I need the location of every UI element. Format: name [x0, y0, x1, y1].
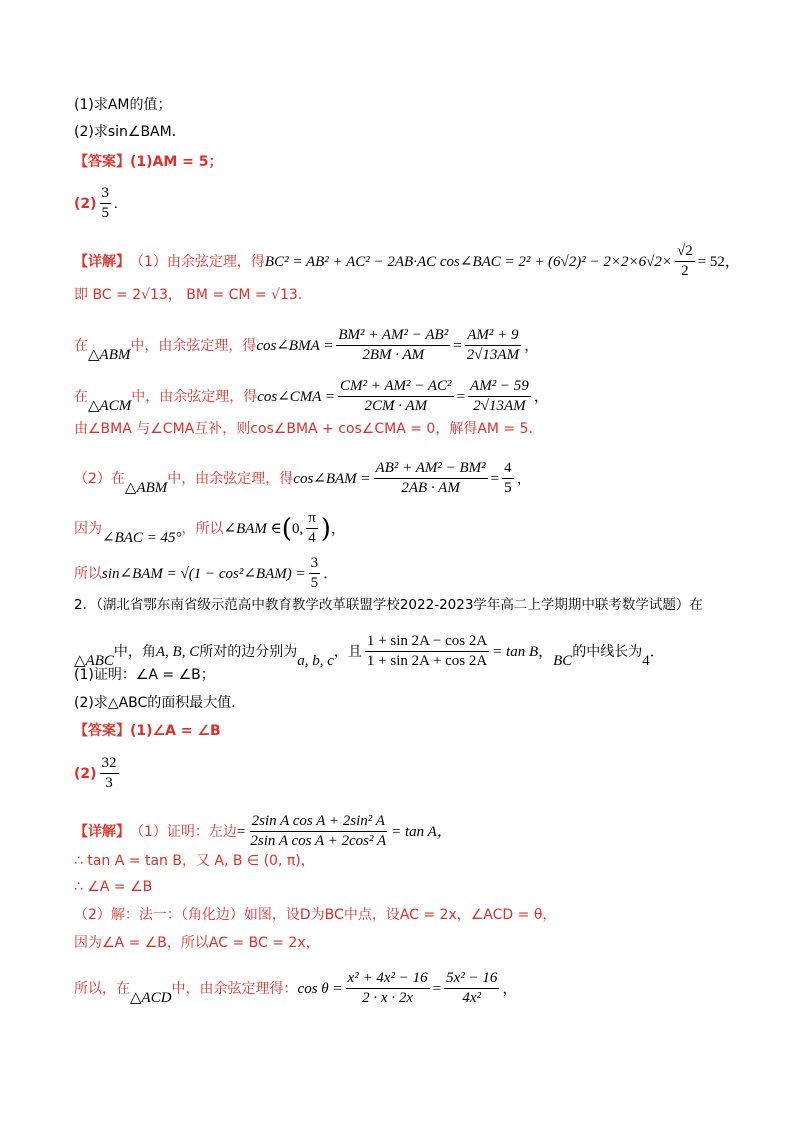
p2-question-2: (2)求△ABC的面积最大值．	[74, 695, 246, 711]
detail-line-8: 所以 sin∠BAM = √(1 − cos²∠BAM) = $\frac{3}{5}$ ．	[74, 555, 339, 591]
p2-answer-1: (1)∠A = ∠B	[130, 723, 221, 739]
p2-tanb: = tan B	[492, 643, 539, 660]
problem-2-q2	[74, 693, 740, 713]
p2-detail-6-fraction-2: $\frac{\text{5x² − 16}}{\text{4x²}}$	[446, 970, 498, 1006]
detail-4-fraction-1: $\frac{\text{CM² + AM² − AC²}}{2CM \cdot AM}$	[340, 378, 452, 414]
detail-line-7: 因为 ∠BAC = 45° ，所以 ∠BAM ∈ ( 0, $\frac{\pi}{4}$ ) ，	[74, 510, 346, 546]
detail-3-text: 中，由余弦定理，得	[130, 337, 257, 354]
answer-2-fraction: $\frac{3}{5}$	[101, 185, 110, 221]
answer-label: 【答案】	[74, 154, 130, 170]
detail-3-lhs: cos∠BMA =	[256, 337, 334, 354]
detail-7-fraction: $\frac{\pi}{4}$	[308, 510, 316, 546]
detail-line-6: （2）在 △ABM 中，由余弦定理，得 cos∠BAM = $\frac{\text{AB² + AM² − BM²}}{2AB \cdot AM}$ = $\frac{4}{5}$ ，	[74, 460, 532, 496]
triangle-abm-2: △ABM	[124, 479, 168, 496]
detail-4-prefix: 在	[74, 388, 88, 405]
q2-line	[74, 122, 740, 142]
angle-bam-range: ∠BAM ∈	[223, 520, 282, 537]
triangle-acm: △ACM	[88, 397, 132, 414]
p2-detail-line-3	[74, 877, 740, 897]
p2-sides: a, b, c	[297, 652, 334, 669]
p2-answer-2-prefix: (2)	[74, 765, 97, 782]
p2-detail-6-prefix: 所以，在	[74, 980, 130, 997]
problem-2-title	[74, 595, 740, 615]
answer-line-1	[74, 152, 740, 172]
p2-detail-6-text: 中，由余弦定理得：	[171, 980, 298, 997]
p2-bc: BC	[553, 652, 573, 669]
triangle-abm: △ABM	[88, 346, 131, 363]
detail-1-expr: BC² = AB² + AC² − 2AB·AC cos∠BAC = 2² + (6√2)² − 2×2×6√2×	[264, 253, 672, 270]
p2-detail-3: ∴ ∠A = ∠B	[74, 879, 153, 895]
answer-1: (1)AM = 5；	[130, 154, 223, 170]
detail-2: 即 BC = 2√13， BM = CM = √13．	[74, 287, 312, 303]
p2-angles: A, B, C	[155, 643, 200, 660]
answer-line-2: (2) $\frac{3}{5}$ .	[74, 185, 118, 221]
detail-1-text: （1）由余弦定理，得	[130, 253, 265, 270]
detail-8-expr: sin∠BAM = √(1 − cos²∠BAM) =	[102, 565, 306, 582]
detail-7-prefix: 因为	[74, 520, 102, 537]
question-1: (1)求AM的值；	[74, 97, 172, 113]
p2-question-1: (1)证明：∠A = ∠B；	[74, 667, 215, 683]
detail-4-text: 中，由余弦定理，得	[131, 388, 258, 405]
question-2: (2)求sin∠BAM．	[74, 124, 186, 140]
p2-answer-label: 【答案】	[74, 723, 130, 739]
angle-bac: ∠BAC = 45°	[102, 529, 182, 546]
p2-answer-line-2	[74, 755, 740, 792]
p2-detail-line-6: 所以，在 △ACD 中，由余弦定理得： cos θ = $\frac{\text{x² + 4x² − 16}}{2 \cdot x \cdot 2x}$ = $\frac{\text{5x² − 16}}{\text{4x²}}$ ，	[74, 970, 518, 1006]
p2-detail-line-5	[74, 933, 740, 953]
triangle-abc: △ABC	[74, 652, 114, 669]
detail-7-text: ，所以	[181, 520, 224, 537]
detail-8-prefix: 所以	[74, 565, 102, 582]
detail-1-tail: = 52，	[697, 253, 740, 270]
detail-line-2	[74, 285, 740, 305]
detail-label: 【详解】	[74, 253, 130, 270]
p2-detail-1-fraction: $\frac{\text{2sin A cos A + 2sin² A}}{\text{2sin A cos A + 2cos² A}}$	[250, 813, 387, 849]
detail-4-lhs: cos∠CMA =	[257, 388, 336, 405]
p2-detail-1-text: （1）证明：左边	[130, 823, 237, 840]
p2-detail-line-2	[74, 851, 740, 871]
p2-detail-line-1: 【详解】 （1）证明：左边 = $\frac{\text{2sin A cos A + 2sin² A}}{\text{2sin A cos A + 2cos² A}}$ = tan A，	[74, 813, 452, 849]
p2-median-length: 4	[642, 652, 650, 669]
p2-answer-2-fraction: $\frac{32}{3}$	[101, 755, 117, 791]
q1-line	[74, 95, 740, 115]
p2-detail-1-tail: = tan A，	[391, 823, 452, 840]
detail-4-fraction-2: $\frac{\text{AM² − 59}}{2√13AM}$	[470, 378, 529, 414]
p2-detail-4: （2）解：法一：（角化边）如图，设D为BC中点，设AC = 2x，∠ACD = θ，	[74, 907, 557, 923]
detail-5: 由∠BMA 与∠CMA互补，则cos∠BMA + cos∠CMA = 0，解得AM = 5．	[74, 421, 543, 437]
detail-3-prefix: 在	[74, 337, 88, 354]
p2-detail-label: 【详解】	[74, 823, 130, 840]
p2-detail-2: ∴ tan A = tan B，又 A, B ∈ (0, π)，	[74, 853, 315, 869]
detail-3-fraction-1: $\frac{\text{BM² + AM² − AB²}}{2BM \cdot AM}$	[338, 327, 449, 363]
detail-1-fraction: $\frac{√2}{2}$	[676, 243, 693, 279]
problem-2-line-2: △ABC 中，角 A, B, C 所对的边分别为 a, b, c ，且 $\frac{1 + \sin 2A - \cos 2A}{1 + \sin 2A + \cos 2A}$ = tan B ， BC 的中线长为 4 ．	[74, 633, 665, 669]
detail-6-prefix: （2）在	[74, 470, 125, 487]
p2-fraction: $\frac{1 + \sin 2A - \cos 2A}{1 + \sin 2A + \cos 2A}$	[366, 633, 488, 669]
p2-answer-line-1	[74, 721, 740, 741]
p2-text-a: 中，角	[113, 643, 156, 660]
detail-3-fraction-2: $\frac{\text{AM² + 9}}{2√13AM}$	[466, 327, 520, 363]
problem-2-source: 2．（湖北省鄂东南省级示范高中教育教学改革联盟学校2022-2023学年高二上学期期中联考数学试题）在	[74, 597, 703, 613]
answer-2-prefix: (2)	[74, 195, 97, 212]
detail-line-1	[74, 243, 740, 280]
detail-line-5	[74, 419, 740, 439]
p2-text-c: ，且	[333, 643, 362, 660]
p2-text-b: 所对的边分别为	[199, 643, 298, 660]
p2-detail-6-lhs: cos θ =	[297, 980, 343, 997]
detail-6-lhs: cos∠BAM =	[293, 470, 371, 487]
detail-6-fraction-1: $\frac{\text{AB² + AM² − BM²}}{2AB \cdot AM}$	[375, 460, 486, 496]
p2-text-d: 的中线长为	[572, 643, 643, 660]
detail-line-4: 在 △ACM 中，由余弦定理，得 cos∠CMA = $\frac{\text{CM² + AM² − AC²}}{2CM \cdot AM}$ = $\frac{\text{AM² − 59}}{2√13AM}$ ，	[74, 378, 549, 414]
detail-6-text: 中，由余弦定理，得	[167, 470, 294, 487]
detail-line-3: 在 △ABM 中，由余弦定理，得 cos∠BMA = $\frac{\text{BM² + AM² − AB²}}{2BM \cdot AM}$ = $\frac{\text{AM² + 9}}{2√13AM}$ ，	[74, 327, 540, 363]
triangle-acd: △ACD	[130, 989, 172, 1006]
detail-8-fraction: $\frac{3}{5}$	[310, 555, 319, 591]
p2-detail-5: 因为∠A = ∠B，所以AC = BC = 2x，	[74, 935, 320, 951]
p2-detail-line-4	[74, 905, 740, 925]
problem-2-q1	[74, 665, 740, 685]
detail-6-fraction-2: $\frac{4}{5}$	[504, 460, 512, 496]
p2-detail-6-fraction-1: $\frac{\text{x² + 4x² − 16}}{2 \cdot x \cdot 2x}$	[347, 970, 428, 1006]
